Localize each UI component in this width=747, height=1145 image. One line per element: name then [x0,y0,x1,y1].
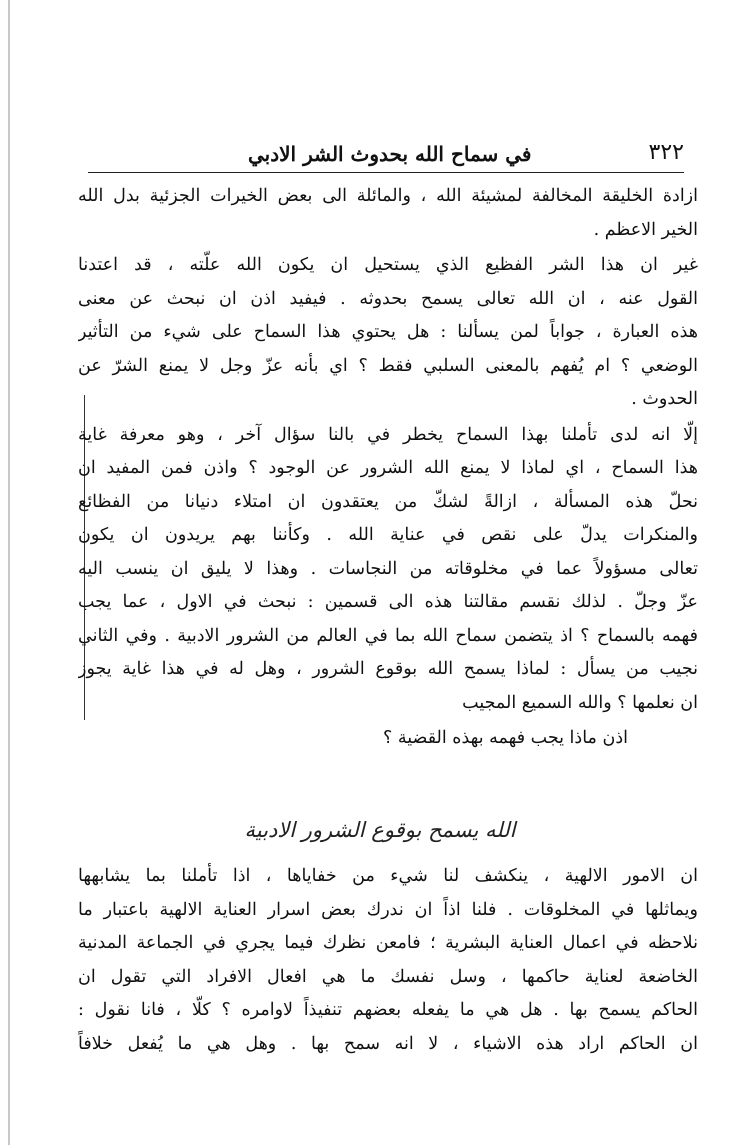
paragraph-1 [78,180,698,247]
paragraph-3 [78,419,698,721]
text-line: الخير الاعظم . [593,219,698,240]
text-line: نحلّ هذه المسألة ، ازالةً لشكّ من يعتقدون ان امتلاء دنيانا من الفظائع [78,491,698,512]
text-line: ويماثلها في المخلوقات . فلنا اذاً ان ندرك بعض اسرار العناية الالهية باعتبار ما [78,899,698,920]
text-line: هذا السماح ، اي لماذا لا يمنع الله الشرور عن الوجود ؟ واذن فمن المفيد ان [78,458,698,478]
text-line: ان الحاكم اراد هذه الاشياء ، لا انه سمح بها . وهل هي ما يُفعل خلافاً [78,1033,698,1054]
text-line: ان نعلمها ؟ والله السميع المجيب [462,692,698,713]
handwritten-section-heading: الله يسمح بوقوع الشرور الادبية [244,818,516,842]
text-line: نلاحظه في اعمال العناية البشرية ؛ فامعن نظرك فيما يجري في الجماعة المدنية [78,933,698,953]
text-line: ازادة الخليقة المخالفة لمشيئة الله ، والمائلة الى بعض الخيرات الجزئية بدل الله [78,186,698,206]
text-line: الوضعي ؟ ام يُفهم بالمعنى السلبي فقط ؟ اي بأنه عزّ وجل لا يمنع الشرّ عن [78,355,698,376]
text-line: إلّا انه لدى تأملنا بهذا السماح يخطر في بالنا سؤال آخر ، وهو معرفة غاية [78,424,698,445]
body-text [78,180,698,756]
text-line: ان الامور الالهية ، ينكشف لنا شيء من خفاياها ، اذا تأملنا بما يشابهها [78,866,698,886]
scan-edge-line [8,0,10,1145]
margin-note [78,722,698,756]
text-line: نجيب من يسأل : لماذا يسمح الله بوقوع الشرور ، وهل له في هذا غاية يجوز [78,659,698,679]
text-line: فهمه بالسماح ؟ اذ يتضمن سماح الله بما في العالم من الشرور الادبية . وفي الثاني [78,625,698,646]
text-line: الحاكم يسمح بها . هل هي ما يفعله بعضهم تنفيذاً لاوامره ؟ كلّا ، فانا نقول : [78,1000,698,1020]
page-header [88,138,684,173]
text-line: القول عنه ، ان الله تعالى يسمح بحدوثه . فيفيد اذن ان نبحث عن معنى [78,288,698,309]
text-line: الخاضعة لعناية حاكمها ، وسل نفسك ما هي افعال الافراد التي تقول ان [78,966,698,987]
text-line: غير ان هذا الشر الفظيع الذي يستحيل ان يكون الله علّته ، قد اعتدنا [78,255,698,275]
page-number: ٣٢٢ [648,140,684,165]
text-line: هذه العبارة ، جواباً لمن يسألنا : هل يحتوي هذا السماح على شيء من التأثير [78,322,698,342]
paragraph-2 [78,249,698,417]
text-line: الحدوث . [631,389,698,409]
running-title: في سماح الله بحدوث الشر الادبي [248,142,532,166]
text-line: والمنكرات يدلّ على نقص في عناية الله . وكأننا بهم يريدون ان يكون [78,525,698,545]
text-line: تعالى مسؤولاً عما في مخلوقاته من النجاسات . وهذا لا يليق ان ينسب اليه [78,558,698,579]
text-line: عزّ وجلّ . لذلك نقسم مقالتنا هذه الى قسمين : نبحث في الاول ، عما يجب [78,592,698,612]
section-2-text [78,860,698,1061]
text-line: اذن ماذا يجب فهمه بهذه القضية ؟ [383,728,628,748]
